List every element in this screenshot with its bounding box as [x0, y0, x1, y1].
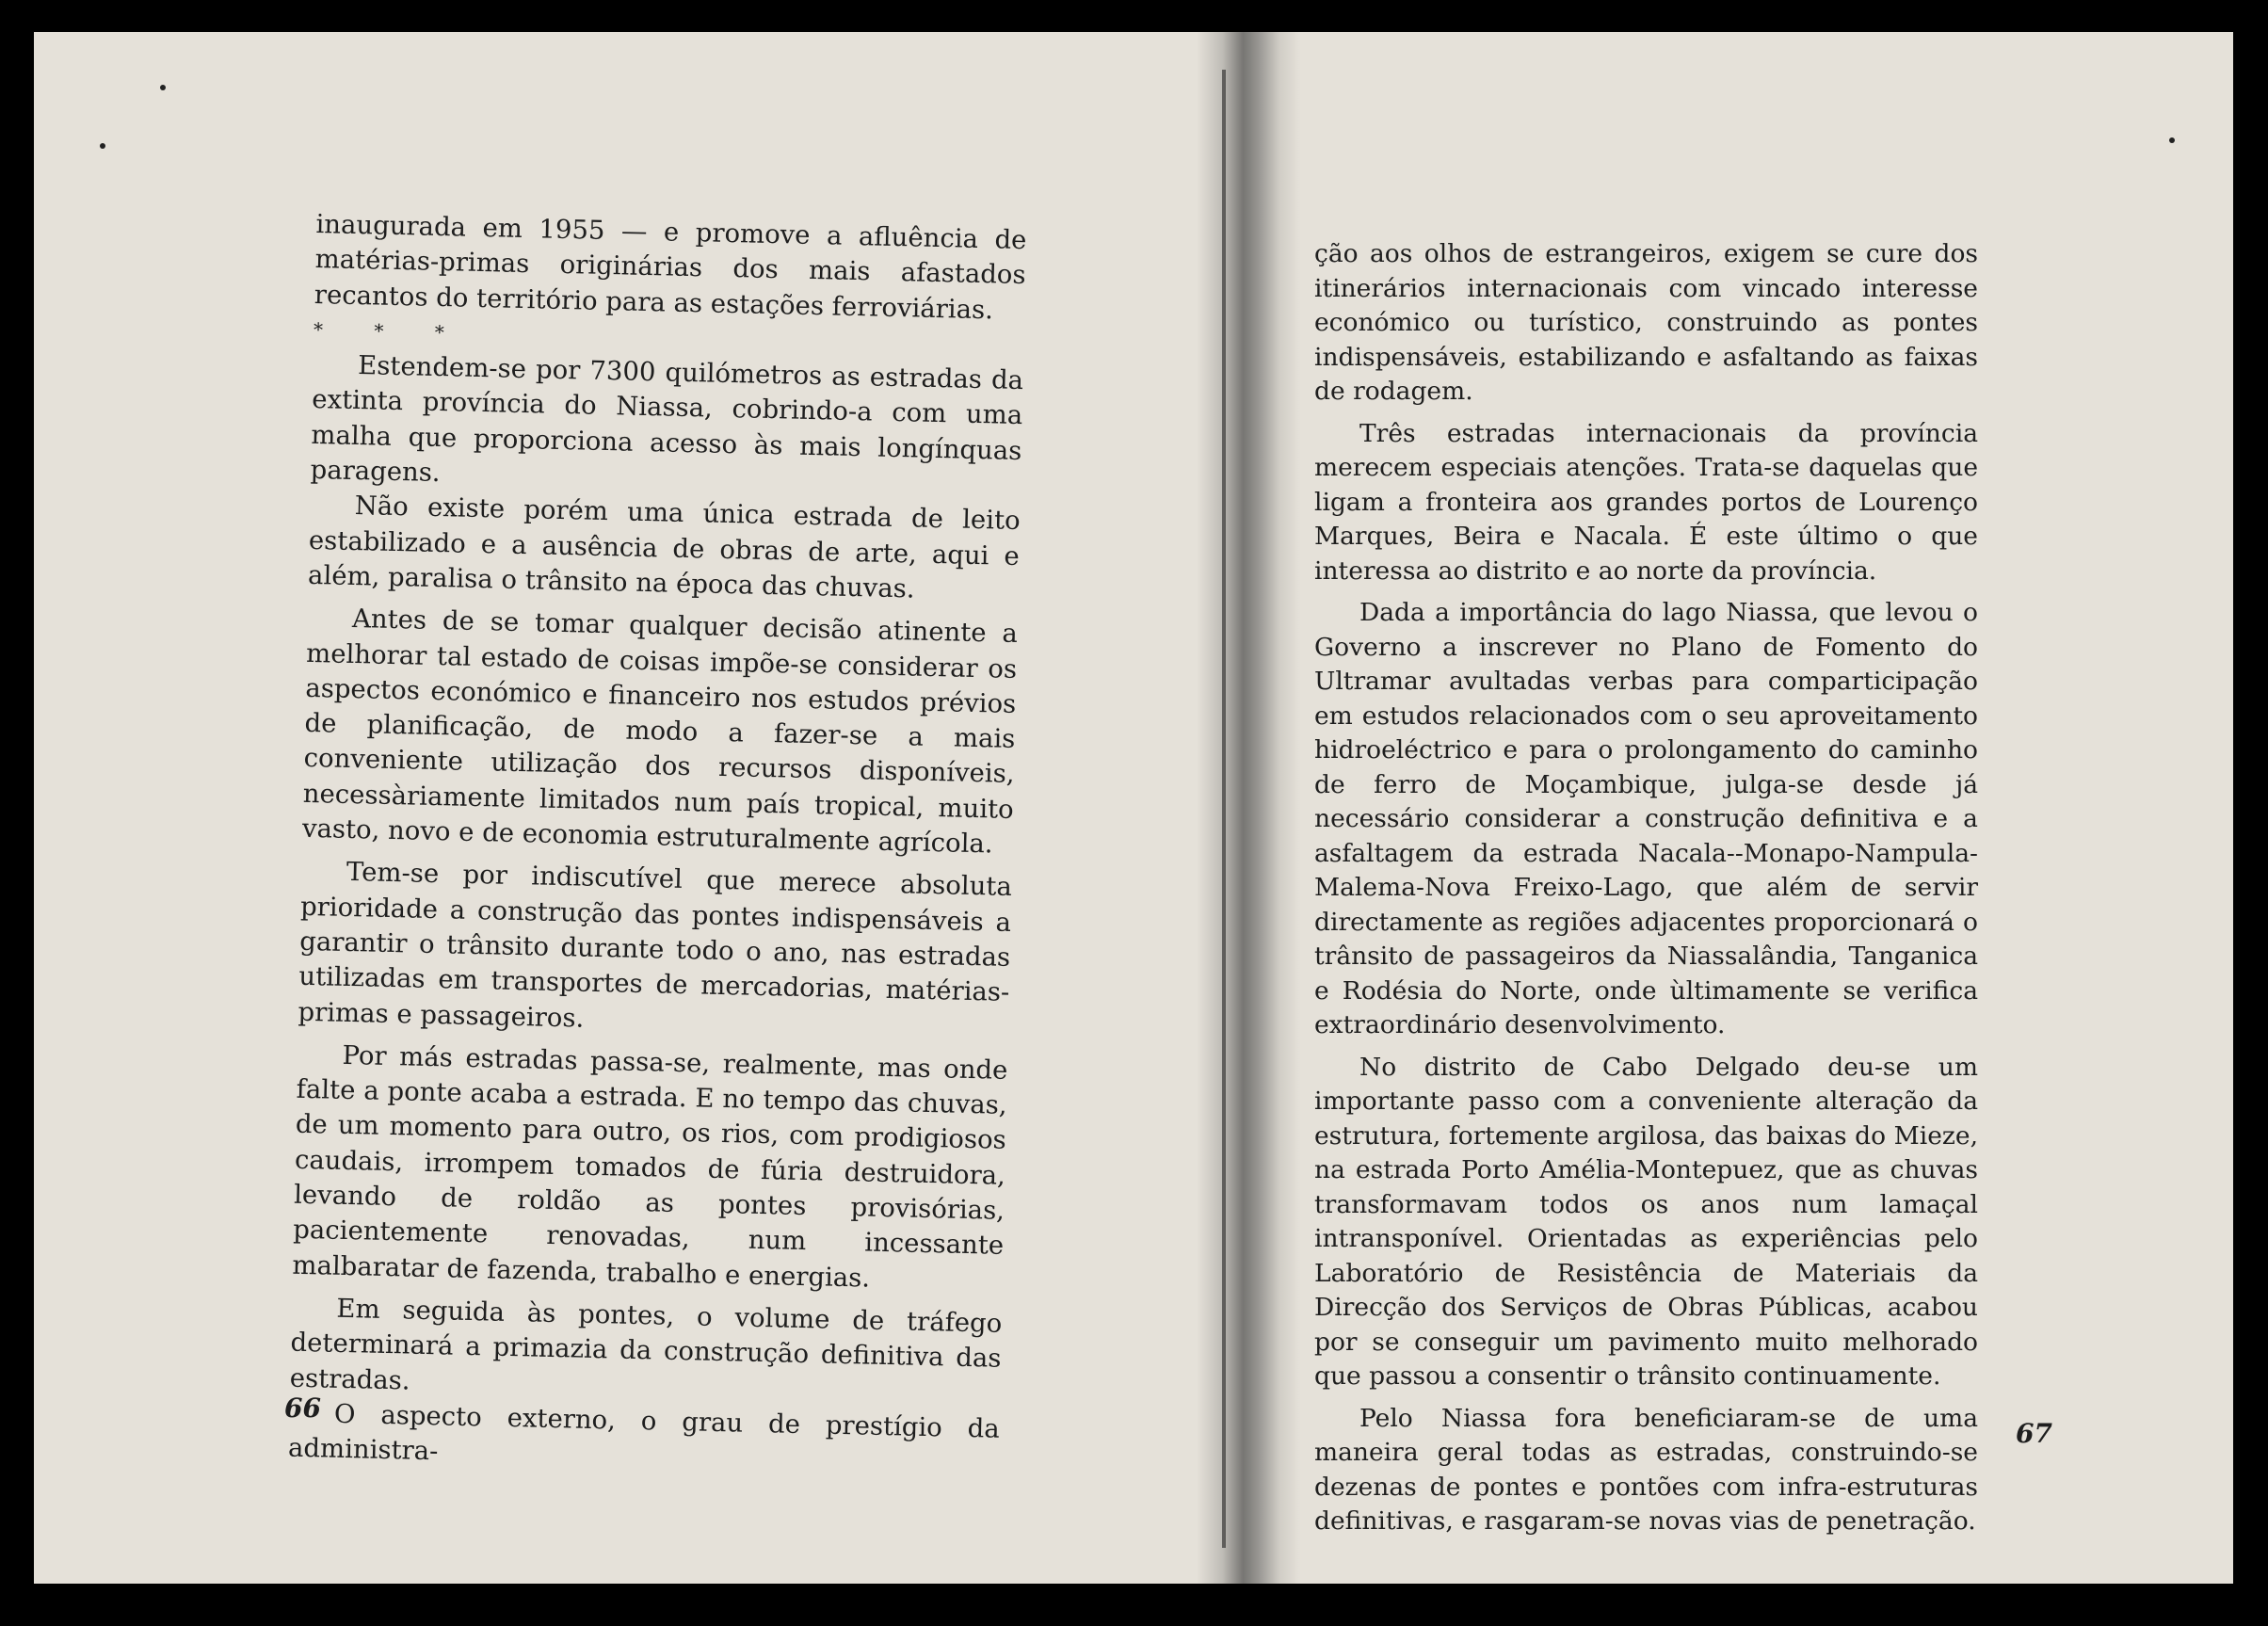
left-paragraph-7: Em seguida às pontes, o volume de tráfego determinará a primazia da construção definitiva das estradas. — [289, 1293, 1003, 1396]
right-paragraph-1: ção aos olhos de estrangeiros, exigem se cure dos itinerários internacionais com vincado interesse económico ou turístico, construindo as pontes indispensáveis, estabilizando e asfaltando as faixas de rodagem. — [1314, 239, 1978, 406]
right-paragraph-5: Pelo Niassa fora beneficiaram-se de uma maneira geral todas as estradas, construindo-se dezenas de pontes e pontões com infra-estruturas definitivas, e rasgaram-se novas vias de penetração. — [1314, 1403, 1978, 1536]
left-paragraph-1: inaugurada em 1955 — e promove a afluência de matérias-primas originárias dos mais afastados recantos do território para as estações ferroviárias. — [314, 208, 1027, 325]
paper-speck — [2169, 137, 2175, 143]
left-paragraph-3: Não existe porém uma única estrada de leito estabilizado e a ausência de obras de arte, aqui e além, paralisa o trânsito na época das chuvas. — [307, 491, 1021, 604]
page-number-left: 66 — [284, 1393, 321, 1424]
section-break-asterisks: * * * — [313, 317, 468, 345]
binding-gutter-line — [1222, 70, 1226, 1548]
book-spread — [34, 32, 2233, 1584]
page-number-right: 67 — [2016, 1418, 2052, 1449]
right-paragraph-2: Três estradas internacionais da província merecem especiais atenções. Trata-se daquelas que ligam a fronteira aos grandes portos de Lourenço Marques, Beira e Nacala. É este último o que interessa ao distrito e ao norte da província. — [1314, 418, 1978, 586]
left-paragraph-8: O aspecto externo, o grau de prestígio da administra- — [287, 1398, 1001, 1467]
right-paragraph-3: Dada a importância do lago Niassa, que levou o Governo a inscrever no Plano de Fomento do Ultramar avultadas verbas para comparticipação em estudos relacionados com o seu aproveitamento hidroeléctrico e para o prolongamento do caminho de ferro de Moçambique, julga-se desde já necessário considerar a construção definitiva e a asfaltagem da estrada Nacala--Monapo-Nampula-Malema-Nova Freixo-Lago, que além de servir directamente as regiões adjacentes proporcionará o trânsito de passageiros da Niassalândia, Tanganica e Rodésia do Norte, onde ùltimamente se verifica extraordinário desenvolvimento. — [1314, 598, 1978, 1039]
left-paragraph-4: Antes de se tomar qualquer decisão atinente a melhorar tal estado de coisas impõe-se considerar os aspectos económico e financeiro nos estudos prévios de planificação, de modo a fazer-se a mais conveniente utilização dos recursos disponíveis, necessàriamente limitados num país tropical, muito vasto, novo e de economia estruturalmente agrícola. — [301, 604, 1019, 860]
left-paragraph-2: Estendem-se por 7300 quilómetros as estradas da extinta província do Niassa, cobrindo-a com uma malha que proporciona acesso às mais longínquas paragens. — [310, 350, 1024, 489]
right-page-text — [1314, 237, 1978, 1539]
left-page-text — [288, 207, 1027, 1482]
paper-speck — [100, 143, 105, 149]
left-paragraph-6: Por más estradas passa-se, realmente, mas onde falte a ponte acaba a estrada. E no tempo das chuvas, de um momento para outro, os rios, com prodigiosos caudais, irrompem tomados de fúria destruidora, levando de roldão as pontes provisórias, pacientemente renovadas, num incessante malbaratar de fazenda, trabalho e energias. — [292, 1039, 1008, 1294]
binding-gutter-shadow — [1197, 32, 1300, 1584]
right-paragraph-4: No distrito de Cabo Delgado deu-se um importante passo com a conveniente alteração da estrutura, fortemente argilosa, das baixas do Mieze, na estrada Porto Amélia-Montepuez, que as chuvas transformavam todos os anos num lamaçal intransponível. Orientadas as experiências pelo Laboratório de Resistência de Materiais da Direcção dos Serviços de Obras Públicas, acabou por se conseguir um pavimento muito melhorado que passou a consentir o trânsito continuamente. — [1314, 1052, 1978, 1391]
left-paragraph-5: Tem-se por indiscutível que merece absoluta prioridade a construção das pontes indispensáveis a garantir o trânsito durante todo o ano, nas estradas utilizadas em transportes de mercadorias, matérias-primas e passageiros. — [298, 857, 1013, 1034]
paper-speck — [160, 85, 166, 90]
